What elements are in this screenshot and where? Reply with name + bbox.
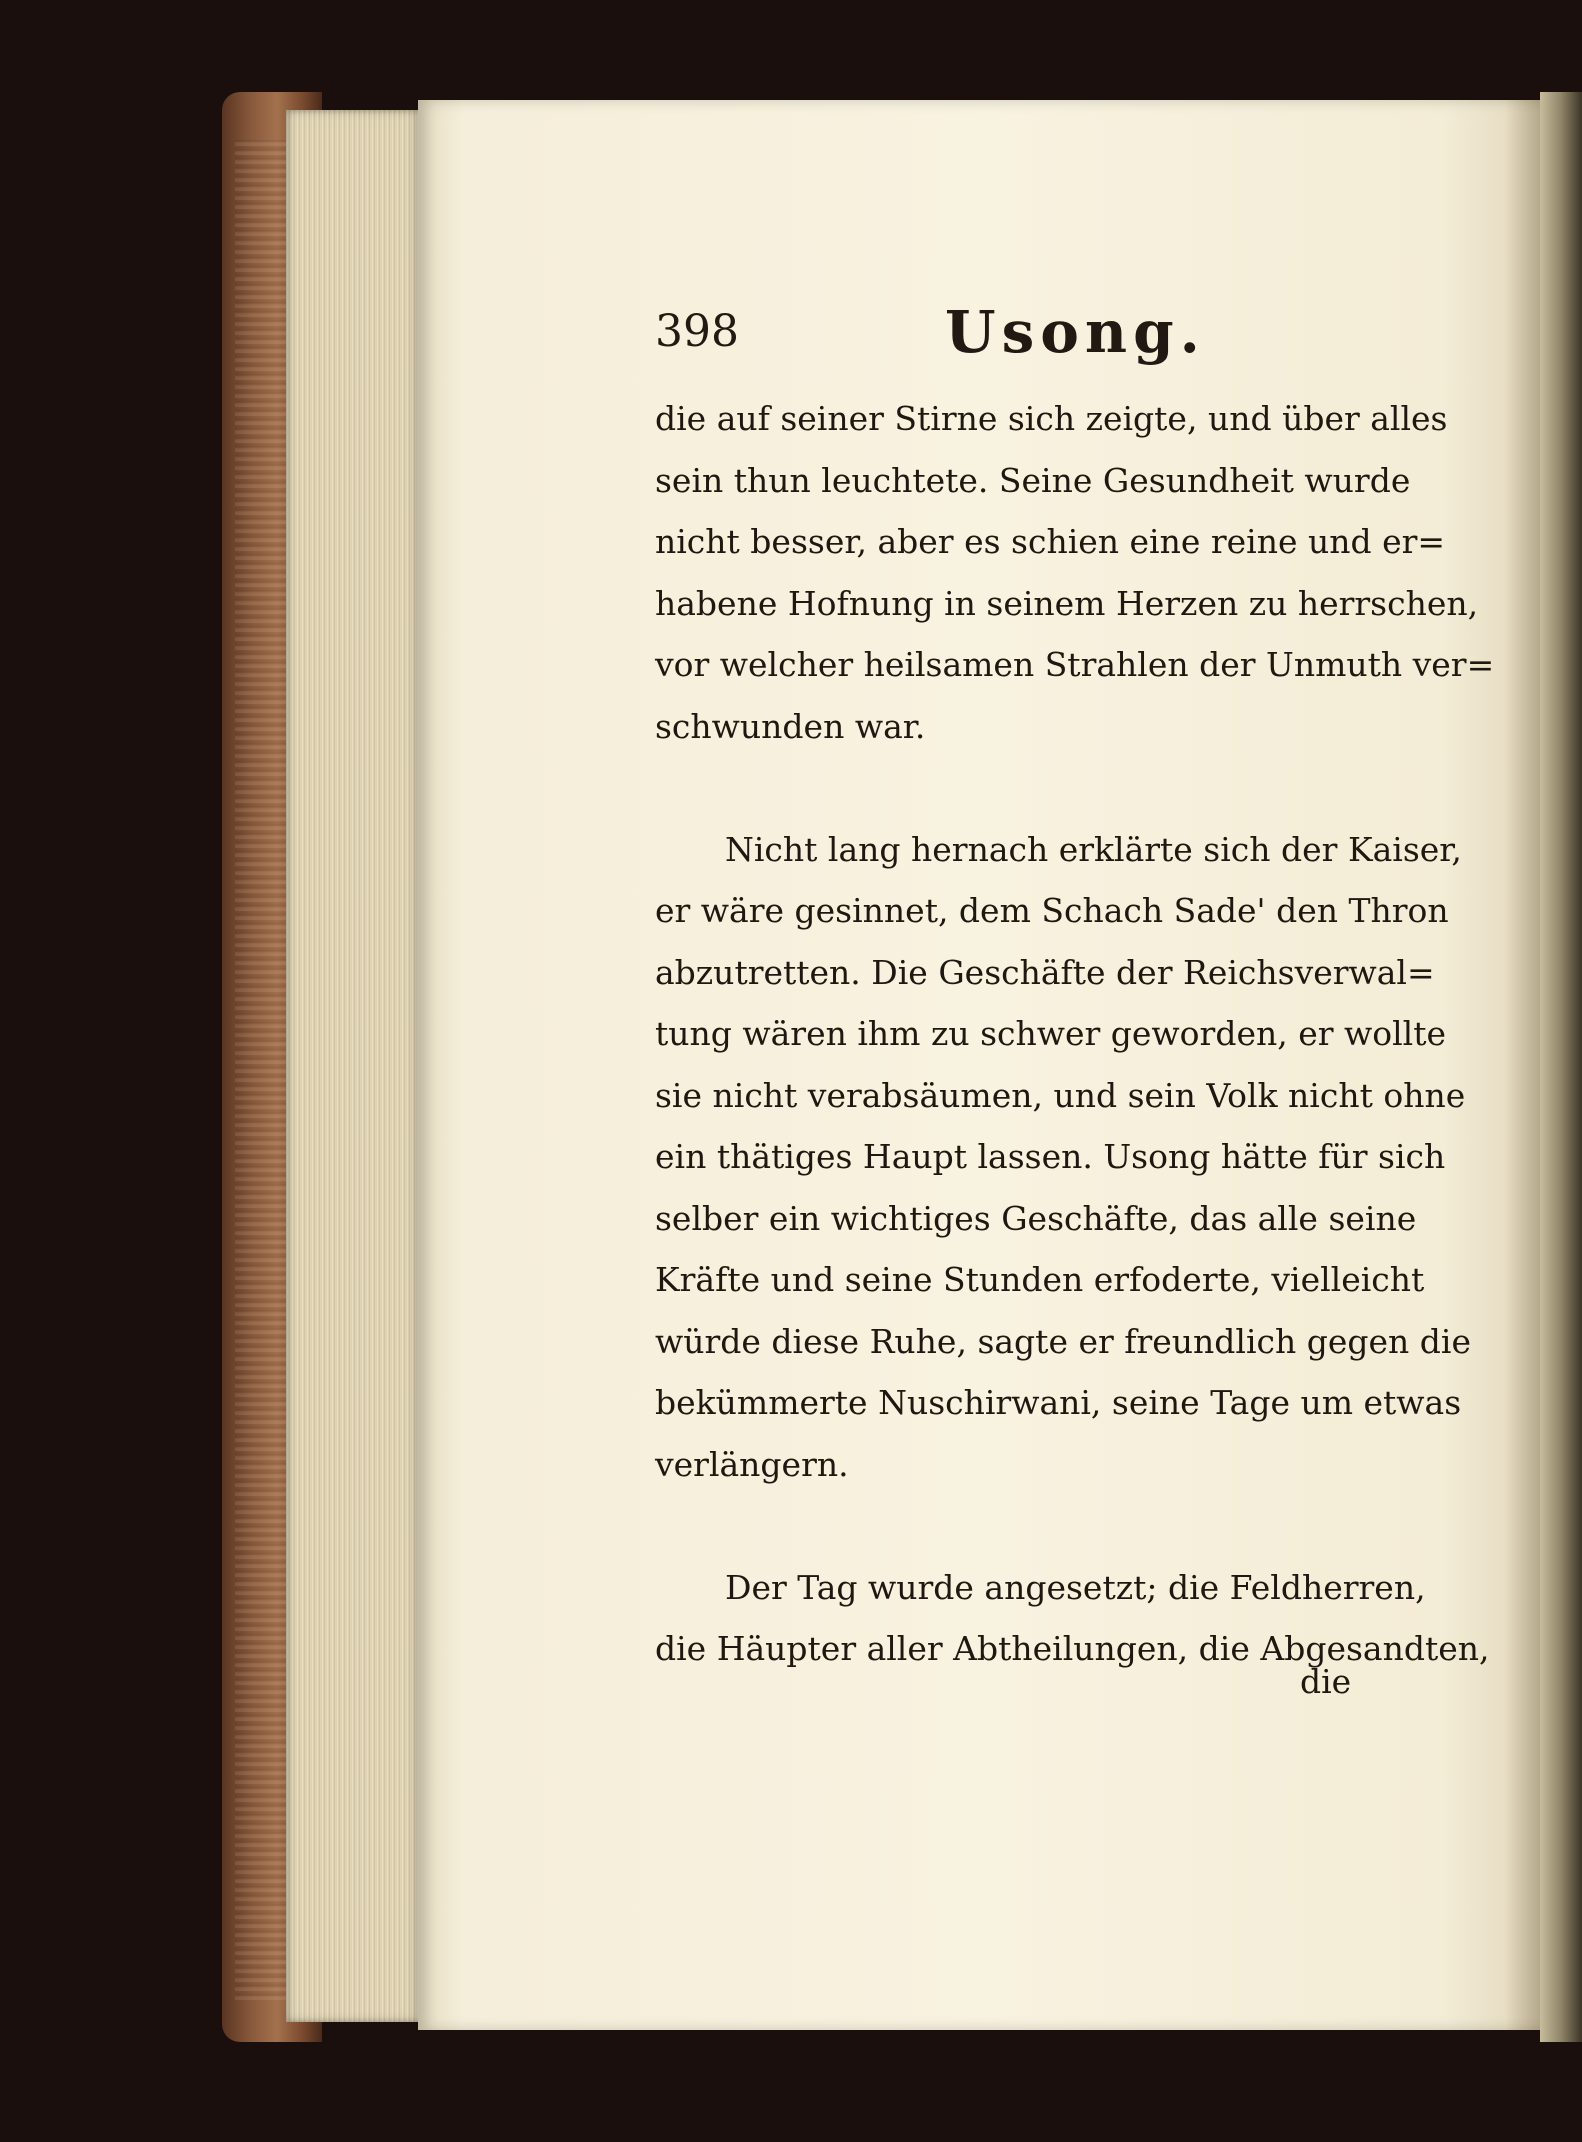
text-line: die Häupter aller Abtheilungen, die Abgesandten, — [655, 1629, 1490, 1668]
text-line: schwunden war. — [655, 706, 926, 746]
page-header — [655, 298, 1395, 378]
text-line: vor welcher heilsamen Strahlen der Unmuth ver= — [655, 645, 1495, 684]
paragraph-2 — [655, 819, 1471, 1496]
text-line: verlängern. — [655, 1444, 849, 1484]
facing-page-edge — [1540, 92, 1582, 2042]
text-line: Der Tag wurde angesetzt; die Feldherren, — [725, 1567, 1426, 1607]
text-line: die auf seiner Stirne sich zeigte, und über alles — [655, 399, 1448, 438]
text-line: Kräfte und seine Stunden erfoderte, vielleicht — [655, 1260, 1425, 1299]
text-line: abzutretten. Die Geschäfte der Reichsverwal= — [655, 952, 1435, 992]
text-line: Nicht lang hernach erklärte sich der Kaiser, — [725, 829, 1462, 869]
text-line: selber ein wichtiges Geschäfte, das alle seine — [655, 1198, 1417, 1238]
text-line: sie nicht verabsäumen, und sein Volk nicht ohne — [655, 1075, 1466, 1115]
page-number: 398 — [655, 306, 739, 357]
text-line: würde diese Ruhe, sagte er freundlich gegen die — [655, 1321, 1471, 1361]
text-line: habene Hofnung in seinem Herzen zu herrschen, — [655, 583, 1479, 623]
text-line: nicht besser, aber es schien eine reine und er= — [655, 522, 1446, 561]
text-line: tung wären ihm zu schwer geworden, er wollte — [655, 1014, 1447, 1053]
text-line: sein thun leuchtete. Seine Gesundheit wurde — [655, 460, 1411, 500]
page-edges — [286, 110, 422, 2022]
body-text — [655, 388, 1495, 1741]
text-line: bekümmerte Nuschirwani, seine Tage um etwas — [655, 1383, 1462, 1422]
paragraph-3 — [655, 1557, 1490, 1680]
text-line: er wäre gesinnet, dem Schach Sade' den Thron — [655, 891, 1449, 930]
paragraph-1 — [655, 388, 1495, 757]
catchword: die — [1300, 1662, 1352, 1701]
text-line: ein thätiges Haupt lassen. Usong hätte für sich — [655, 1137, 1446, 1176]
running-title: Usong. — [945, 298, 1206, 366]
